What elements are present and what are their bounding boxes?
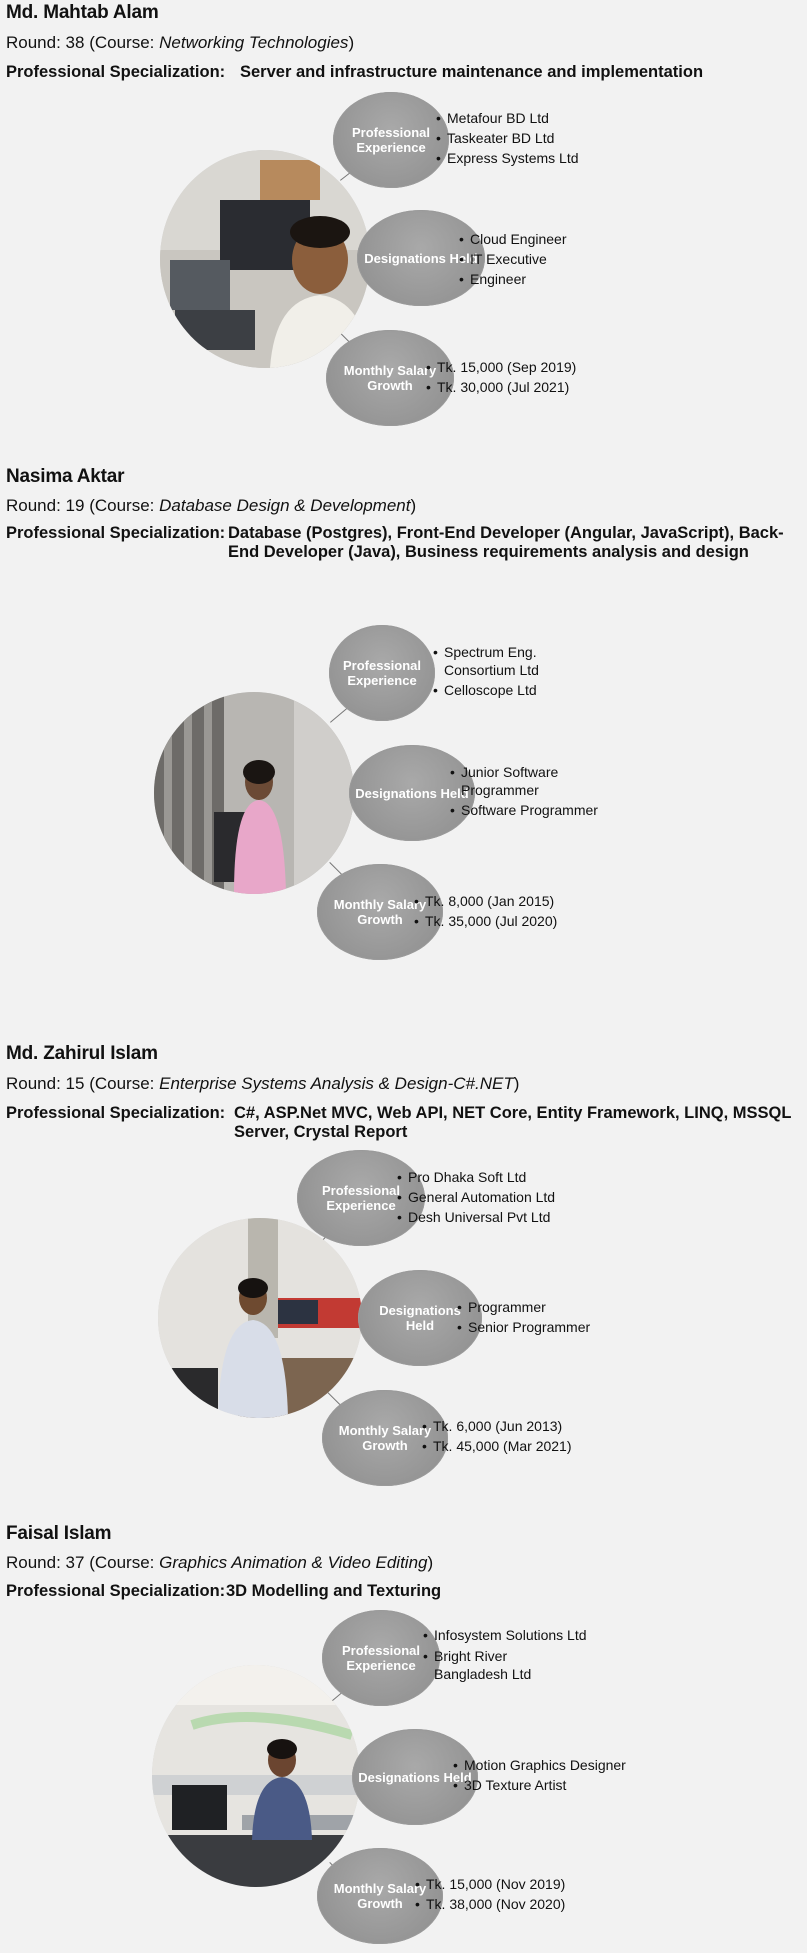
- list-item: • Pro Dhaka Soft Ltd: [397, 1167, 577, 1187]
- profile-round-course: Round: 37 (Course: Graphics Animation & Video Editing): [6, 1553, 434, 1572]
- experience-bubble: Professional Experience: [322, 1610, 440, 1706]
- list-item: • Motion Graphics Designer: [453, 1755, 653, 1775]
- experience-list: [433, 643, 563, 699]
- list-item: • Infosystem Solutions Ltd: [423, 1626, 603, 1644]
- designations-list: [453, 1755, 653, 1795]
- list-item: • Tk. 30,000 (Jul 2021): [426, 377, 626, 397]
- list-item: • Senior Programmer: [457, 1317, 617, 1337]
- designations-bubble: Designations Held: [349, 745, 475, 841]
- list-item: • Metafour BD Ltd: [436, 108, 606, 128]
- designations-list: [459, 229, 609, 289]
- specialization-value: C#, ASP.Net MVC, Web API, NET Core, Entity Framework, LINQ, MSSQL Server, Crystal Report: [234, 1104, 792, 1141]
- list-item: • Tk. 15,000 (Sep 2019): [426, 357, 626, 377]
- profile-round-course: Round: 15 (Course: Enterprise Systems Analysis & Design-C#.NET): [6, 1074, 520, 1093]
- profile-round-course: Round: 38 (Course: Networking Technologies): [6, 33, 355, 52]
- list-item: • Junior Software Programmer: [450, 763, 600, 799]
- specialization-label: Professional Specialization:: [6, 524, 226, 542]
- profile-name: Nasima Aktar: [6, 466, 125, 487]
- specialization-value: Server and infrastructure maintenance and implementation: [240, 63, 704, 81]
- salary-list: [415, 1874, 615, 1914]
- salary-list: [414, 891, 614, 931]
- experience-bubble: Professional Experience: [329, 625, 435, 721]
- course-name: Networking Technologies: [159, 33, 349, 52]
- list-item: • 3D Texture Artist: [453, 1775, 653, 1795]
- course-name: Graphics Animation & Video Editing: [159, 1553, 428, 1572]
- list-item: • Desh Universal Pvt Ltd: [397, 1207, 577, 1227]
- experience-list: [397, 1167, 577, 1227]
- list-item: • Bright River Bangladesh Ltd: [423, 1647, 574, 1683]
- profile-name: Md. Mahtab Alam: [6, 2, 159, 23]
- profile-name: Faisal Islam: [6, 1523, 112, 1544]
- specialization-value: 3D Modelling and Texturing: [226, 1582, 442, 1600]
- list-item: • Taskeater BD Ltd: [436, 128, 606, 148]
- experience-list: [436, 108, 606, 168]
- designations-bubble: Designations Held: [358, 1270, 482, 1366]
- profile-name: Md. Zahirul Islam: [6, 1043, 158, 1064]
- profile-round-course: Round: 19 (Course: Database Design & Development): [6, 496, 417, 515]
- experience-bubble: Professional Experience: [297, 1150, 425, 1246]
- specialization-label: Professional Specialization:: [6, 63, 226, 81]
- specialization-label: Professional Specialization:: [6, 1104, 226, 1122]
- designations-list: [450, 763, 600, 819]
- designations-bubble: Designations Held: [352, 1729, 478, 1825]
- list-item: • Engineer: [459, 269, 609, 289]
- list-item: • Tk. 38,000 (Nov 2020): [415, 1894, 615, 1914]
- course-name: Enterprise Systems Analysis & Design-C#.NET: [159, 1074, 514, 1093]
- list-item: • Tk. 15,000 (Nov 2019): [415, 1874, 615, 1894]
- list-item: • Tk. 35,000 (Jul 2020): [414, 911, 614, 931]
- profile-photo: [152, 1665, 360, 1887]
- list-item: • General Automation Ltd: [397, 1187, 577, 1207]
- list-item: • Software Programmer: [450, 801, 600, 819]
- salary-bubble: Monthly Salary Growth: [317, 1848, 443, 1944]
- list-item: • Programmer: [457, 1297, 617, 1317]
- list-item: • IT Executive: [459, 249, 609, 269]
- specialization-label: Professional Specialization:: [6, 1582, 226, 1600]
- list-item: • Cloud Engineer: [459, 229, 609, 249]
- list-item: • Tk. 45,000 (Mar 2021): [422, 1436, 622, 1456]
- designations-list: [457, 1297, 617, 1337]
- salary-bubble: Monthly Salary Growth: [326, 330, 454, 426]
- list-item: • Tk. 6,000 (Jun 2013): [422, 1416, 622, 1436]
- designations-bubble: Designations Held: [357, 210, 485, 306]
- profile-photo: [160, 150, 370, 368]
- list-item: • Tk. 8,000 (Jan 2015): [414, 891, 614, 911]
- salary-list: [422, 1416, 622, 1456]
- list-item: • Celloscope Ltd: [433, 681, 563, 699]
- profile-photo: [158, 1218, 362, 1418]
- experience-bubble: Professional Experience: [333, 92, 449, 188]
- course-name: Database Design & Development: [159, 496, 411, 515]
- list-item: • Spectrum Eng. Consortium Ltd: [433, 643, 563, 679]
- salary-bubble: Monthly Salary Growth: [322, 1390, 448, 1486]
- salary-bubble: Monthly Salary Growth: [317, 864, 443, 960]
- list-item: • Express Systems Ltd: [436, 148, 606, 168]
- salary-list: [426, 357, 626, 397]
- experience-list: [423, 1626, 603, 1683]
- specialization-value: Database (Postgres), Front-End Developer (Angular, JavaScript), Back-End Developer (Java), Business requirements analysis and design: [228, 524, 784, 561]
- profile-photo: [154, 692, 354, 894]
